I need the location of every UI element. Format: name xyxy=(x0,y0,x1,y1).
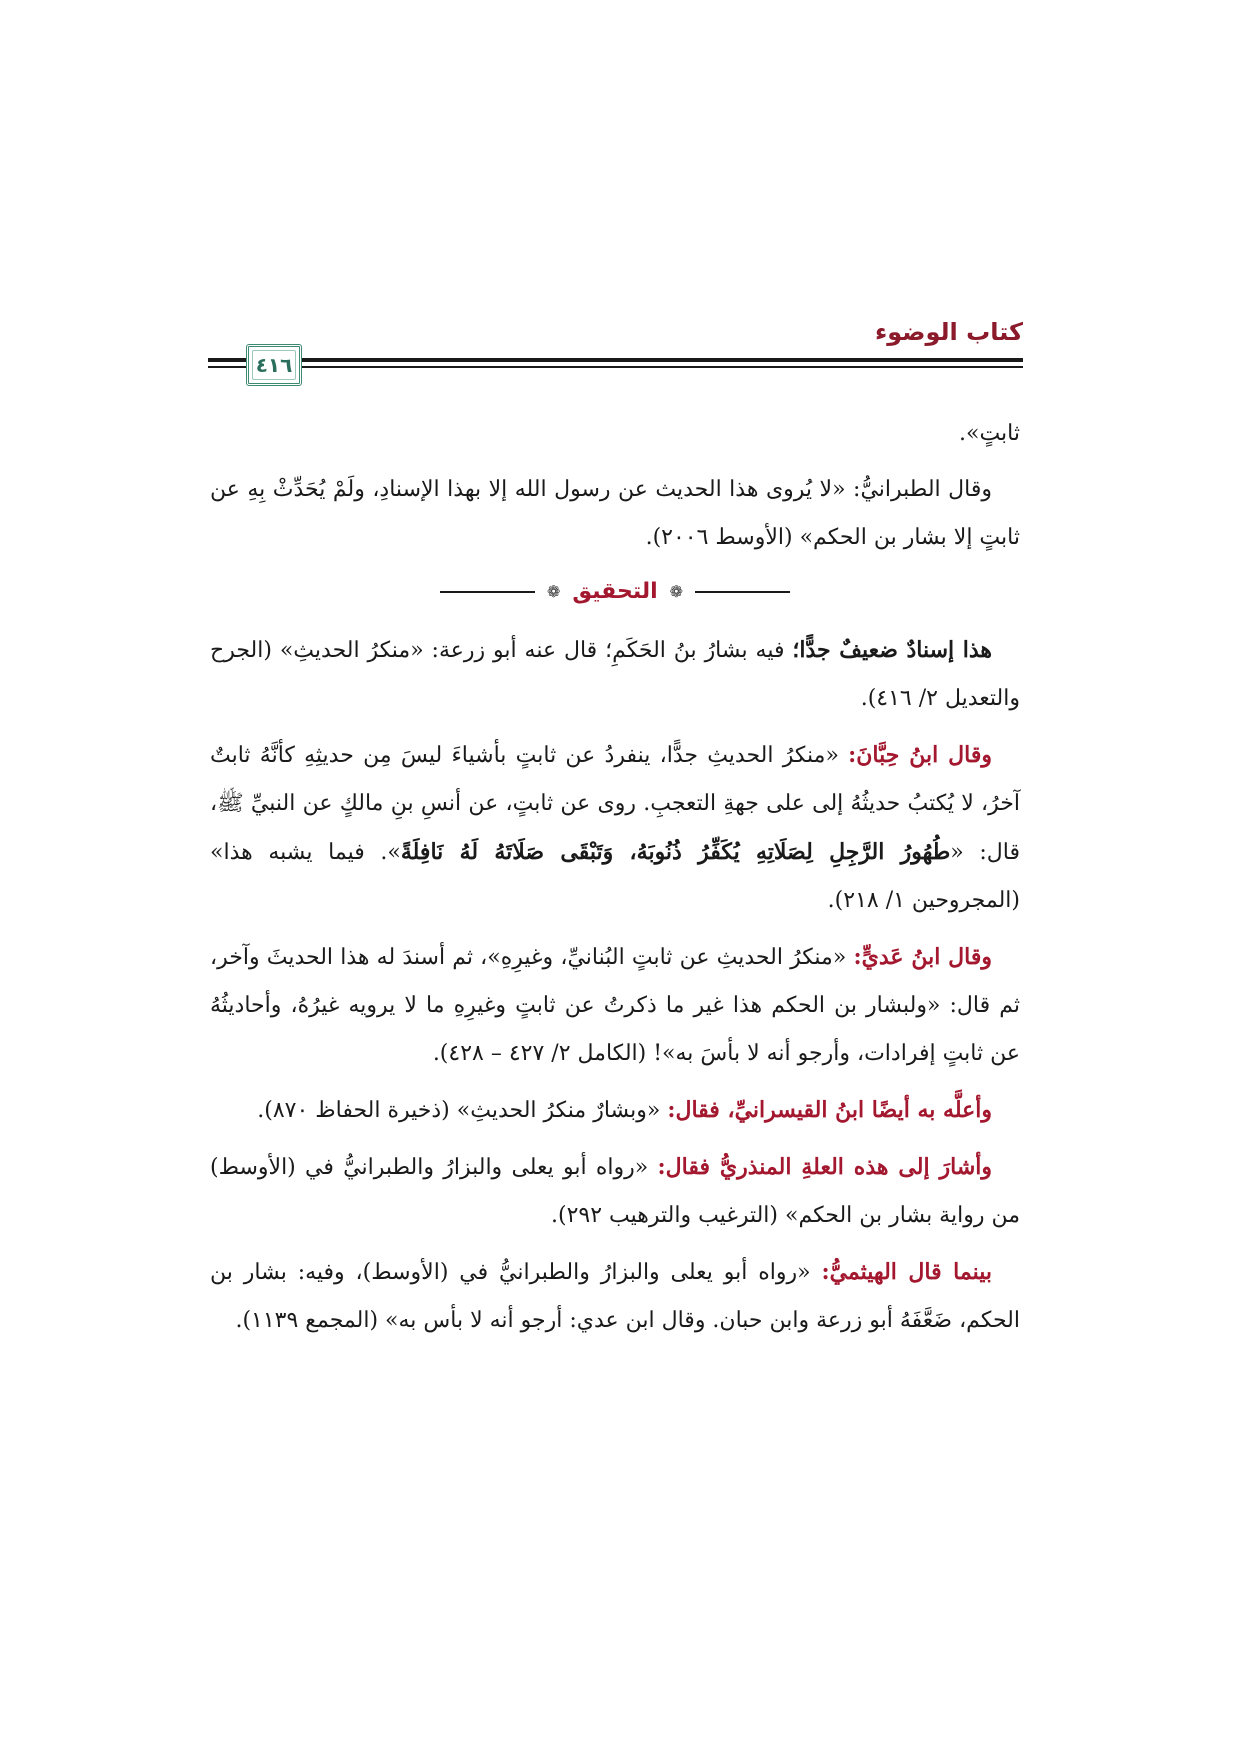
section-title: التحقيق xyxy=(572,579,658,604)
page-content xyxy=(210,410,1020,1353)
section-divider xyxy=(210,570,1020,614)
ibn-hibban-text-b: ». فيما يشبه هذا» (المجروحين ١/ ٢١٨). xyxy=(210,840,1020,913)
ibn-adi-lead: وقال ابنُ عَديٍّ: xyxy=(853,944,992,970)
ornament-left-icon: ❁ xyxy=(546,582,561,601)
ibn-qaysarani-text: «وبشارٌ منكرُ الحديثِ» (ذخيرة الحفاظ ٨٧٠). xyxy=(257,1098,668,1123)
ibn-adi-text: «منكرُ الحديثِ عن ثابتٍ البُنانيِّ، وغيرِهِ»، ثم أسندَ له هذا الحديثَ وآخر، ثم قال: «ولبشار بن الحكم هذا غير ما ذكرتُ عن ثابتٍ وغيرِهِ ما لا يرويه غيرُهُ، وأحاديثُهُ عن ثابتٍ إفرادات، وأرجو أنه لا بأسَ به»! (الكامل ٢/ ٤٢٧ – ٤٢٨). xyxy=(210,945,1020,1066)
header-rule-thin xyxy=(208,366,1023,368)
haythami-text: «رواه أبو يعلى والبزارُ والطبرانيُّ في (الأوسط)، وفيه: بشار بن الحكم، ضَعَّفَهُ أبو زرعة وابن حبان. وقال ابن عدي: أرجو أنه لا بأس به» (المجمع ١١٣٩). xyxy=(210,1260,1020,1333)
ornament-right-icon: ❁ xyxy=(669,582,684,601)
header-rule-thick xyxy=(208,358,1023,362)
haythami-lead: بينما قال الهيثميُّ: xyxy=(821,1259,992,1285)
paragraph-haythami xyxy=(210,1248,1020,1345)
hadith-text: طُهُورُ الرَّجِلِ لِصَلَاتِهِ يُكَفِّرُ ذُنُوبَهُ، وَتَبْقَى صَلَاتَهُ لَهُ نَافِلَةً xyxy=(400,839,951,865)
isnad-text: فيه بشارُ بنُ الحَكَمِ؛ قال عنه أبو زرعة: «منكرُ الحديثِ» (الجرح والتعديل ٢/ ٤١٦). xyxy=(210,638,1020,711)
paragraph-continuation xyxy=(210,410,1020,458)
paragraph-ibn-qaysarani xyxy=(210,1086,1020,1135)
book-title: كتاب الوضوء xyxy=(874,318,1023,346)
paragraph-ibn-adi xyxy=(210,933,1020,1078)
tabarani-text: وقال الطبرانيُّ: «لا يُروى هذا الحديث عن رسول الله إلا بهذا الإسنادِ، ولَمْ يُحَدِّثْ بِهِ عن ثابتٍ إلا بشار بن الحكم» (الأوسط ٢٠٠٦). xyxy=(210,477,1020,550)
ibn-qaysarani-lead: وأعلَّه به أيضًا ابنُ القيسرانيِّ، فقال: xyxy=(667,1097,992,1123)
divider-line-left xyxy=(440,591,535,593)
divider-line-right xyxy=(695,591,790,593)
mundhiri-text: «رواه أبو يعلى والبزارُ والطبرانيُّ في (الأوسط) من رواية بشار بن الحكم» (الترغيب والترهيب ٢٩٢). xyxy=(210,1155,1020,1228)
paragraph-mundhiri xyxy=(210,1143,1020,1240)
page-number: ٤١٦ xyxy=(255,353,293,377)
isnad-lead: هذا إسنادٌ ضعيفٌ جدًّا؛ xyxy=(792,637,992,663)
ibn-hibban-lead: وقال ابنُ حِبَّانَ: xyxy=(848,742,992,768)
page-number-badge xyxy=(246,344,302,386)
paragraph-tabarani xyxy=(210,466,1020,562)
paragraph-isnad xyxy=(210,626,1020,723)
ibn-hibban-text-a: «منكرُ الحديثِ جدًّا، ينفردُ عن ثابتٍ بأشياءَ ليسَ مِن حديثِهِ كأنَّهُ ثابتٌ آخرُ، لا يُكتبُ حديثُهُ إلى على جهةِ التعجبِ. روى عن ثابتٍ، عن أنسِ بنِ مالكٍ عن النبيِّ ﷺ، قال: « xyxy=(210,743,1020,865)
mundhiri-lead: وأشارَ إلى هذه العلةِ المنذريُّ فقال: xyxy=(657,1154,992,1180)
continuation-text: ثابتٍ». xyxy=(958,421,1020,446)
paragraph-ibn-hibban xyxy=(210,731,1020,925)
page-header xyxy=(208,318,1023,396)
